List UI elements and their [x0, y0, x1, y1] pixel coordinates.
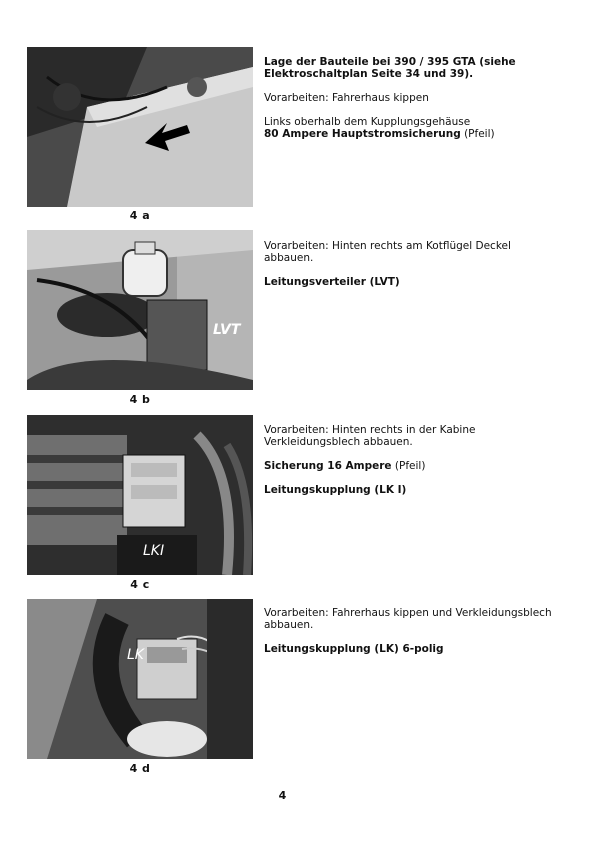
- component-name: Sicherung 16 Ampere: [264, 460, 392, 472]
- location-block: [264, 116, 554, 140]
- photo-label-lk1: LKI: [143, 543, 165, 559]
- photo-4a: [27, 47, 253, 207]
- section-4a-text: [264, 56, 554, 140]
- figure-caption: 4 a: [129, 209, 151, 222]
- photo-4c: [27, 415, 253, 575]
- figure-caption: 4 b: [129, 393, 151, 406]
- component-suffix: (Pfeil): [391, 460, 426, 472]
- preparation-text: Vorarbeiten: Fahrerhaus kippen: [264, 92, 429, 104]
- section-4d-text: [264, 607, 554, 667]
- section-4c-text: [264, 424, 554, 508]
- section-title: Lage der Bauteile bei 390 / 395 GTA (siehe Elektroschaltplan Seite 34 und 39).: [264, 56, 516, 80]
- component-suffix: (Pfeil): [460, 128, 495, 140]
- preparation-text: Vorarbeiten: Hinten rechts am Kotflügel Deckel abbauen.: [264, 240, 511, 264]
- photo-4d: [27, 599, 253, 759]
- page-number: 4: [278, 789, 287, 802]
- photo-label-lk: LK: [127, 647, 144, 663]
- component-name: 80 Ampere Hauptstromsicherung: [264, 128, 461, 140]
- component-name: Leitungskupplung (LK) 6-polig: [264, 643, 444, 655]
- figure-caption: 4 d: [129, 762, 151, 775]
- location-text: Links oberhalb dem Kupplungsgehäuse: [264, 116, 471, 128]
- figure-caption: 4 c: [130, 578, 150, 591]
- component-name: Leitungsverteiler (LVT): [264, 276, 400, 288]
- preparation-text: Vorarbeiten: Hinten rechts in der Kabine Verkleidungsblech abbauen.: [264, 424, 476, 448]
- photo-label-lvt: LVT: [213, 322, 241, 338]
- photo-4b: [27, 230, 253, 390]
- component-name-2: Leitungskupplung (LK I): [264, 484, 407, 496]
- component-line: [264, 460, 554, 472]
- section-4b-text: [264, 240, 554, 300]
- preparation-text: Vorarbeiten: Fahrerhaus kippen und Verkleidungsblech abbauen.: [264, 607, 552, 631]
